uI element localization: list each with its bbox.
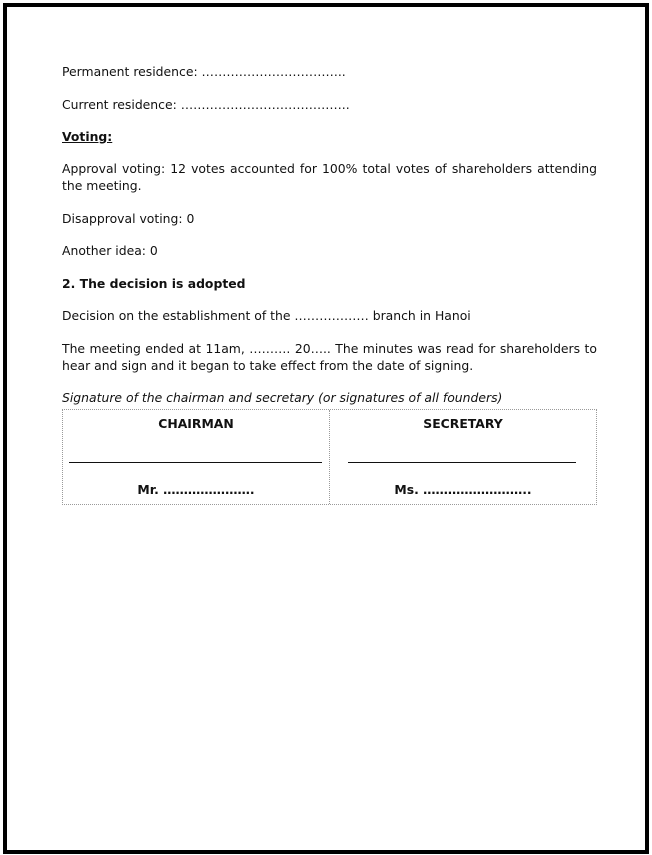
secretary-name: Ms. …………………….. xyxy=(394,482,532,497)
another-idea-line: Another idea: 0 xyxy=(62,243,158,258)
approval-voting-paragraph: Approval voting: 12 votes accounted for 100% total votes of shareholders attending the meeting. xyxy=(62,161,597,193)
chairman-signature-cell xyxy=(63,410,330,504)
document-page xyxy=(3,3,649,854)
secretary-title: SECRETARY xyxy=(423,416,503,431)
current-residence-line: Current residence: ………………………………….. xyxy=(62,97,350,112)
chairman-signature-line xyxy=(69,462,322,463)
decision-heading: 2. The decision is adopted xyxy=(62,276,246,291)
chairman-name: Mr. …………………. xyxy=(137,482,255,497)
chairman-title: CHAIRMAN xyxy=(158,416,234,431)
signature-table xyxy=(62,409,597,505)
meeting-ended-paragraph: The meeting ended at 11am, ………. 20….. The minutes was read for shareholders to hear and sign and it began to take effect from the date of signing. xyxy=(62,341,597,373)
permanent-residence-line: Permanent residence: …………………………….. xyxy=(62,64,346,79)
voting-heading: Voting: xyxy=(62,129,113,144)
signature-caption: Signature of the chairman and secretary (or signatures of all founders) xyxy=(62,390,503,405)
secretary-signature-line xyxy=(348,462,576,463)
secretary-signature-cell xyxy=(330,410,596,504)
establishment-decision-line: Decision on the establishment of the ……………… branch in Hanoi xyxy=(62,308,471,323)
disapproval-voting-line: Disapproval voting: 0 xyxy=(62,211,195,226)
